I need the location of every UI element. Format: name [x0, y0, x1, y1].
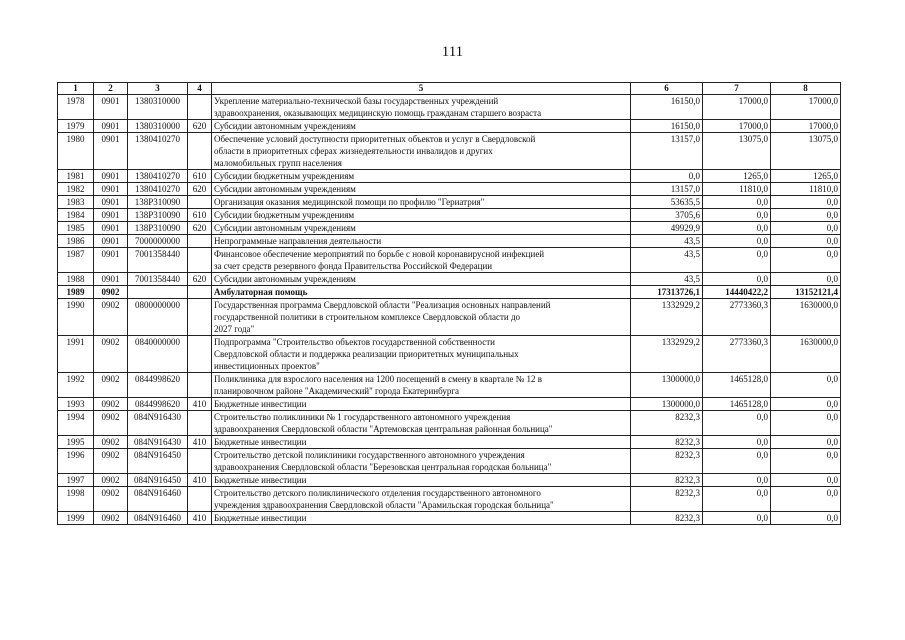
description-line: учреждения здравоохранения Свердловской области "Арамильская городская больница" [214, 500, 554, 510]
section-code-cell: 0901 [94, 170, 128, 183]
description-cell [212, 120, 631, 133]
expense-type-cell [188, 449, 212, 474]
row-number-cell: 1979 [58, 120, 94, 133]
row-number-cell: 1983 [58, 196, 94, 209]
table-row [58, 209, 841, 222]
amount-2022-cell: 0,0 [703, 411, 771, 436]
amount-2022-cell: 17000,0 [703, 120, 771, 133]
target-article-cell: 084N916430 [128, 411, 188, 436]
amount-2022-cell: 1465128,0 [703, 373, 771, 398]
table-row [58, 286, 841, 299]
section-code-cell: 0901 [94, 222, 128, 235]
target-article-cell: 1380310000 [128, 120, 188, 133]
expense-type-cell: 620 [188, 222, 212, 235]
description-cell [212, 286, 631, 299]
section-code-cell: 0902 [94, 512, 128, 525]
expense-type-cell [188, 286, 212, 299]
description-line: Финансовое обеспечение мероприятий по борьбе с новой коронавирусной инфекцией [214, 249, 545, 259]
table-row [58, 235, 841, 248]
amount-2023-cell: 0,0 [771, 196, 841, 209]
expense-type-cell [188, 235, 212, 248]
description-line: Бюджетные инвестиции [214, 475, 307, 485]
header-cell: 8 [771, 83, 841, 95]
amount-2023-cell: 0,0 [771, 411, 841, 436]
section-code-cell: 0902 [94, 487, 128, 512]
description-line: 2027 года" [214, 324, 255, 334]
expense-type-cell [188, 411, 212, 436]
section-code-cell: 0902 [94, 474, 128, 487]
header-cell: 1 [58, 83, 94, 95]
expense-type-cell [188, 299, 212, 336]
target-article-cell: 084N916450 [128, 474, 188, 487]
amount-2021-cell: 43,5 [631, 273, 703, 286]
row-number-cell: 1986 [58, 235, 94, 248]
amount-2022-cell: 2773360,3 [703, 336, 771, 373]
table-row [58, 95, 841, 120]
amount-2023-cell: 0,0 [771, 209, 841, 222]
amount-2023-cell: 0,0 [771, 474, 841, 487]
description-line: Организация оказания медицинской помощи по профилю "Гериатрия" [214, 197, 485, 207]
header-cell: 5 [212, 83, 631, 95]
description-cell [212, 512, 631, 525]
amount-2021-cell: 53635,5 [631, 196, 703, 209]
description-cell [212, 170, 631, 183]
amount-2021-cell: 8232,3 [631, 512, 703, 525]
section-code-cell: 0901 [94, 183, 128, 196]
description-cell [212, 411, 631, 436]
description-line: Поликлиника для взрослого населения на 1200 посещений в смену в квартале № 12 в [214, 374, 542, 384]
table-row [58, 222, 841, 235]
amount-2022-cell: 0,0 [703, 235, 771, 248]
row-number-cell: 1985 [58, 222, 94, 235]
amount-2022-cell: 0,0 [703, 487, 771, 512]
amount-2023-cell: 0,0 [771, 273, 841, 286]
target-article-cell: 0844998620 [128, 398, 188, 411]
description-cell [212, 299, 631, 336]
description-line: здравоохранения Свердловской области "Березовская центральная городская больница" [214, 462, 552, 472]
description-line: маломобильных групп населения [214, 158, 342, 168]
row-number-cell: 1987 [58, 248, 94, 273]
table-row [58, 474, 841, 487]
amount-2021-cell: 0,0 [631, 170, 703, 183]
amount-2023-cell: 0,0 [771, 436, 841, 449]
target-article-cell: 1380310000 [128, 95, 188, 120]
amount-2022-cell: 0,0 [703, 248, 771, 273]
section-code-cell: 0901 [94, 95, 128, 120]
description-line: Строительство детского поликлинического отделения государственного автономного [214, 488, 541, 498]
description-line: Непрограммные направления деятельности [214, 236, 382, 246]
table-row [58, 183, 841, 196]
amount-2022-cell: 17000,0 [703, 95, 771, 120]
description-line: Субсидии бюджетным учреждениям [214, 171, 355, 181]
amount-2021-cell: 17313726,1 [631, 286, 703, 299]
header-cell: 4 [188, 83, 212, 95]
description-line: Субсидии автономным учреждениям [214, 184, 356, 194]
amount-2021-cell: 43,5 [631, 248, 703, 273]
target-article-cell [128, 286, 188, 299]
description-line: Субсидии автономным учреждениям [214, 121, 356, 131]
amount-2023-cell: 17000,0 [771, 95, 841, 120]
row-number-cell: 1984 [58, 209, 94, 222]
section-code-cell: 0901 [94, 120, 128, 133]
target-article-cell: 084N916450 [128, 449, 188, 474]
header-cell: 3 [128, 83, 188, 95]
table-row [58, 449, 841, 474]
amount-2021-cell: 8232,3 [631, 449, 703, 474]
table-row [58, 196, 841, 209]
description-line: Субсидии бюджетным учреждениям [214, 210, 355, 220]
description-cell [212, 273, 631, 286]
expense-type-cell [188, 248, 212, 273]
description-line: Субсидии автономным учреждениям [214, 274, 356, 284]
table-row [58, 120, 841, 133]
target-article-cell: 138P310090 [128, 196, 188, 209]
table-row [58, 170, 841, 183]
expense-type-cell: 410 [188, 512, 212, 525]
expense-type-cell: 620 [188, 273, 212, 286]
amount-2022-cell: 13075,0 [703, 133, 771, 170]
section-code-cell: 0901 [94, 133, 128, 170]
amount-2022-cell: 1265,0 [703, 170, 771, 183]
table-row [58, 398, 841, 411]
table-row [58, 299, 841, 336]
description-cell [212, 398, 631, 411]
description-cell [212, 487, 631, 512]
row-number-cell: 1980 [58, 133, 94, 170]
target-article-cell: 0844998620 [128, 373, 188, 398]
row-number-cell: 1997 [58, 474, 94, 487]
table-row [58, 273, 841, 286]
table-row [58, 373, 841, 398]
description-line: Строительство поликлиники № 1 государственного автономного учреждения [214, 412, 511, 422]
description-line: Бюджетные инвестиции [214, 437, 307, 447]
target-article-cell: 7000000000 [128, 235, 188, 248]
amount-2021-cell: 8232,3 [631, 411, 703, 436]
target-article-cell: 084N916460 [128, 512, 188, 525]
description-cell [212, 95, 631, 120]
description-line: Свердловской области и поддержка реализации приоритетных муниципальных [214, 349, 519, 359]
description-line: Государственная программа Свердловской области "Реализация основных направлений [214, 300, 551, 310]
expense-type-cell: 410 [188, 398, 212, 411]
table-row [58, 512, 841, 525]
table-body [58, 95, 841, 525]
header-cell: 6 [631, 83, 703, 95]
amount-2021-cell: 16150,0 [631, 95, 703, 120]
expense-type-cell [188, 95, 212, 120]
amount-2023-cell: 0,0 [771, 235, 841, 248]
row-number-cell: 1978 [58, 95, 94, 120]
expense-type-cell [188, 487, 212, 512]
amount-2021-cell: 8232,3 [631, 436, 703, 449]
description-line: Обеспечение условий доступности приоритетных объектов и услуг в Свердловской [214, 134, 536, 144]
table-row [58, 487, 841, 512]
expense-type-cell: 410 [188, 474, 212, 487]
description-line: Бюджетные инвестиции [214, 513, 307, 523]
amount-2023-cell: 1630000,0 [771, 336, 841, 373]
description-line: Укрепление материально-технической базы государственных учреждений [214, 96, 499, 106]
amount-2023-cell: 0,0 [771, 487, 841, 512]
description-cell [212, 183, 631, 196]
amount-2022-cell: 1465128,0 [703, 398, 771, 411]
row-number-cell: 1981 [58, 170, 94, 183]
expense-type-cell: 610 [188, 209, 212, 222]
amount-2022-cell: 0,0 [703, 436, 771, 449]
amount-2023-cell: 13152121,4 [771, 286, 841, 299]
header-cell: 7 [703, 83, 771, 95]
section-code-cell: 0901 [94, 273, 128, 286]
section-code-cell: 0902 [94, 411, 128, 436]
row-number-cell: 1999 [58, 512, 94, 525]
amount-2021-cell: 1300000,0 [631, 398, 703, 411]
expense-type-cell [188, 373, 212, 398]
section-code-cell: 0902 [94, 449, 128, 474]
section-code-cell: 0901 [94, 248, 128, 273]
target-article-cell: 1380410270 [128, 170, 188, 183]
row-number-cell: 1982 [58, 183, 94, 196]
description-cell [212, 436, 631, 449]
target-article-cell: 7001358440 [128, 273, 188, 286]
amount-2023-cell: 0,0 [771, 449, 841, 474]
expense-type-cell: 410 [188, 436, 212, 449]
amount-2023-cell: 13075,0 [771, 133, 841, 170]
amount-2021-cell: 8232,3 [631, 487, 703, 512]
description-cell [212, 222, 631, 235]
amount-2023-cell: 17000,0 [771, 120, 841, 133]
amount-2021-cell: 3705,6 [631, 209, 703, 222]
amount-2022-cell: 0,0 [703, 209, 771, 222]
row-number-cell: 1993 [58, 398, 94, 411]
section-code-cell: 0901 [94, 209, 128, 222]
description-cell [212, 336, 631, 373]
amount-2022-cell: 0,0 [703, 512, 771, 525]
amount-2021-cell: 49929,9 [631, 222, 703, 235]
description-cell [212, 373, 631, 398]
description-line: Субсидии автономным учреждениям [214, 223, 356, 233]
amount-2022-cell: 0,0 [703, 196, 771, 209]
amount-2021-cell: 16150,0 [631, 120, 703, 133]
description-cell [212, 235, 631, 248]
description-cell [212, 449, 631, 474]
description-line: Амбулаторная помощь [214, 287, 308, 297]
target-article-cell: 1380410270 [128, 183, 188, 196]
amount-2022-cell: 0,0 [703, 474, 771, 487]
section-code-cell: 0902 [94, 436, 128, 449]
expense-type-cell [188, 196, 212, 209]
amount-2022-cell: 2773360,3 [703, 299, 771, 336]
description-line: за счет средств резервного фонда Правительства Российской Федерации [214, 261, 493, 271]
description-line: Подпрограмма "Строительство объектов государственной собственности [214, 337, 495, 347]
description-line: Строительство детской поликлиники государственного автономного учреждения [214, 450, 525, 460]
description-cell [212, 133, 631, 170]
section-code-cell: 0902 [94, 286, 128, 299]
row-number-cell: 1989 [58, 286, 94, 299]
amount-2023-cell: 0,0 [771, 398, 841, 411]
description-line: Бюджетные инвестиции [214, 399, 307, 409]
row-number-cell: 1991 [58, 336, 94, 373]
amount-2023-cell: 0,0 [771, 512, 841, 525]
header-cell: 2 [94, 83, 128, 95]
amount-2021-cell: 43,5 [631, 235, 703, 248]
target-article-cell: 138P310090 [128, 222, 188, 235]
expense-type-cell: 620 [188, 120, 212, 133]
amount-2021-cell: 13157,0 [631, 133, 703, 170]
description-line: области в приоритетных сферах жизнедеятельности инвалидов и других [214, 146, 493, 156]
section-code-cell: 0901 [94, 196, 128, 209]
target-article-cell: 084N916460 [128, 487, 188, 512]
description-cell [212, 196, 631, 209]
row-number-cell: 1992 [58, 373, 94, 398]
amount-2023-cell: 0,0 [771, 222, 841, 235]
table-row [58, 336, 841, 373]
amount-2022-cell: 0,0 [703, 273, 771, 286]
target-article-cell: 138P310090 [128, 209, 188, 222]
description-line: государственной политики в строительном комплексе Свердловской области до [214, 312, 521, 322]
target-article-cell: 0840000000 [128, 336, 188, 373]
amount-2023-cell: 1630000,0 [771, 299, 841, 336]
budget-table [57, 82, 841, 525]
page-number: 111 [441, 44, 464, 60]
expense-type-cell [188, 336, 212, 373]
row-number-cell: 1990 [58, 299, 94, 336]
description-cell [212, 248, 631, 273]
amount-2021-cell: 1332929,2 [631, 299, 703, 336]
description-line: здравоохранения Свердловской области "Артемовская центральная районная больница" [214, 424, 553, 434]
section-code-cell: 0902 [94, 398, 128, 411]
description-line: планировочном районе "Академический" города Екатеринбурга [214, 386, 460, 396]
row-number-cell: 1995 [58, 436, 94, 449]
target-article-cell: 7001358440 [128, 248, 188, 273]
amount-2022-cell: 11810,0 [703, 183, 771, 196]
target-article-cell: 1380410270 [128, 133, 188, 170]
row-number-cell: 1996 [58, 449, 94, 474]
expense-type-cell: 610 [188, 170, 212, 183]
table-row [58, 248, 841, 273]
amount-2023-cell: 0,0 [771, 248, 841, 273]
amount-2023-cell: 11810,0 [771, 183, 841, 196]
description-cell [212, 209, 631, 222]
row-number-cell: 1988 [58, 273, 94, 286]
expense-type-cell: 620 [188, 183, 212, 196]
target-article-cell: 0800000000 [128, 299, 188, 336]
header-row [58, 83, 841, 95]
row-number-cell: 1998 [58, 487, 94, 512]
description-cell [212, 474, 631, 487]
table-row [58, 133, 841, 170]
target-article-cell: 084N916430 [128, 436, 188, 449]
amount-2022-cell: 14440422,2 [703, 286, 771, 299]
section-code-cell: 0901 [94, 235, 128, 248]
section-code-cell: 0902 [94, 373, 128, 398]
section-code-cell: 0902 [94, 299, 128, 336]
section-code-cell: 0902 [94, 336, 128, 373]
amount-2021-cell: 1300000,0 [631, 373, 703, 398]
table-row [58, 411, 841, 436]
description-line: здравоохранения, оказывающих медицинскую помощь гражданам старшего возраста [214, 108, 542, 118]
table-row [58, 436, 841, 449]
amount-2021-cell: 13157,0 [631, 183, 703, 196]
amount-2021-cell: 1332929,2 [631, 336, 703, 373]
amount-2023-cell: 0,0 [771, 373, 841, 398]
description-line: инвестиционных проектов" [214, 361, 320, 371]
amount-2023-cell: 1265,0 [771, 170, 841, 183]
amount-2022-cell: 0,0 [703, 222, 771, 235]
row-number-cell: 1994 [58, 411, 94, 436]
expense-type-cell [188, 133, 212, 170]
amount-2022-cell: 0,0 [703, 449, 771, 474]
amount-2021-cell: 8232,3 [631, 474, 703, 487]
